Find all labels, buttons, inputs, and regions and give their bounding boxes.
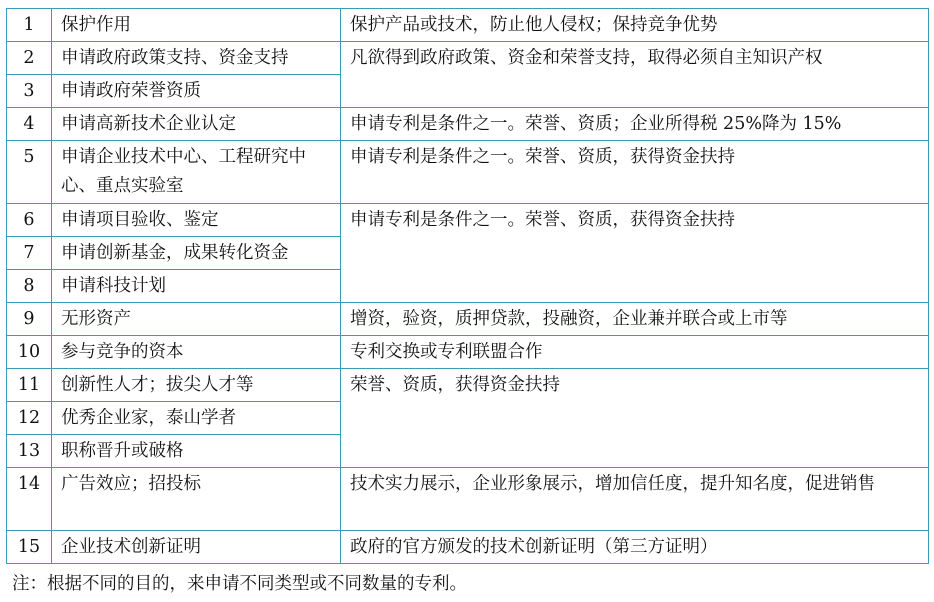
purpose-cell: 申请项目验收、鉴定	[52, 204, 341, 237]
benefit-cell: 申请专利是条件之一。荣誉、资质，获得资金扶持	[341, 141, 929, 204]
purpose-cell: 企业技术创新证明	[52, 531, 341, 564]
benefit-cell: 技术实力展示，企业形象展示，增加信任度，提升知名度，促进销售	[341, 468, 929, 531]
row-number: 15	[7, 531, 52, 564]
purpose-cell: 申请科技计划	[52, 270, 341, 303]
footnote: 注：根据不同的目的，来申请不同类型或不同数量的专利。	[12, 574, 467, 594]
patent-purpose-table-container	[6, 8, 928, 564]
purpose-cell: 职称晋升或破格	[52, 435, 341, 468]
row-number: 14	[7, 468, 52, 531]
benefit-cell: 专利交换或专利联盟合作	[341, 336, 929, 369]
row-number: 4	[7, 108, 52, 141]
patent-purpose-table	[6, 8, 929, 564]
purpose-cell: 保护作用	[52, 9, 341, 42]
table-row	[7, 531, 929, 564]
table-row	[7, 336, 929, 369]
table-row	[7, 141, 929, 204]
table-row	[7, 468, 929, 531]
purpose-cell: 申请企业技术中心、工程研究中心、重点实验室	[52, 141, 341, 204]
benefit-cell: 荣誉、资质，获得资金扶持	[341, 369, 929, 468]
row-number: 10	[7, 336, 52, 369]
row-number: 9	[7, 303, 52, 336]
row-number: 11	[7, 369, 52, 402]
table-row	[7, 303, 929, 336]
row-number: 6	[7, 204, 52, 237]
benefit-cell: 政府的官方颁发的技术创新证明（第三方证明）	[341, 531, 929, 564]
row-number: 2	[7, 42, 52, 75]
purpose-cell: 申请创新基金，成果转化资金	[52, 237, 341, 270]
purpose-cell: 申请政府荣誉资质	[52, 75, 341, 108]
table-row	[7, 42, 929, 75]
row-number: 8	[7, 270, 52, 303]
row-number: 13	[7, 435, 52, 468]
row-number: 5	[7, 141, 52, 204]
purpose-cell: 创新性人才；拔尖人才等	[52, 369, 341, 402]
row-number: 12	[7, 402, 52, 435]
table-row	[7, 204, 929, 237]
benefit-cell: 申请专利是条件之一。荣誉、资质，获得资金扶持	[341, 204, 929, 303]
purpose-cell: 无形资产	[52, 303, 341, 336]
purpose-cell: 申请政府政策支持、资金支持	[52, 42, 341, 75]
table-row	[7, 108, 929, 141]
benefit-cell: 凡欲得到政府政策、资金和荣誉支持，取得必须自主知识产权	[341, 42, 929, 108]
benefit-cell: 增资，验资，质押贷款，投融资，企业兼并联合或上市等	[341, 303, 929, 336]
purpose-cell: 参与竞争的资本	[52, 336, 341, 369]
purpose-cell: 广告效应；招投标	[52, 468, 341, 531]
purpose-cell: 优秀企业家，泰山学者	[52, 402, 341, 435]
row-number: 3	[7, 75, 52, 108]
table-row	[7, 369, 929, 402]
row-number: 7	[7, 237, 52, 270]
benefit-cell: 申请专利是条件之一。荣誉、资质；企业所得税 25%降为 15%	[341, 108, 929, 141]
benefit-cell: 保护产品或技术，防止他人侵权；保持竞争优势	[341, 9, 929, 42]
row-number: 1	[7, 9, 52, 42]
table-row	[7, 9, 929, 42]
purpose-cell: 申请高新技术企业认定	[52, 108, 341, 141]
